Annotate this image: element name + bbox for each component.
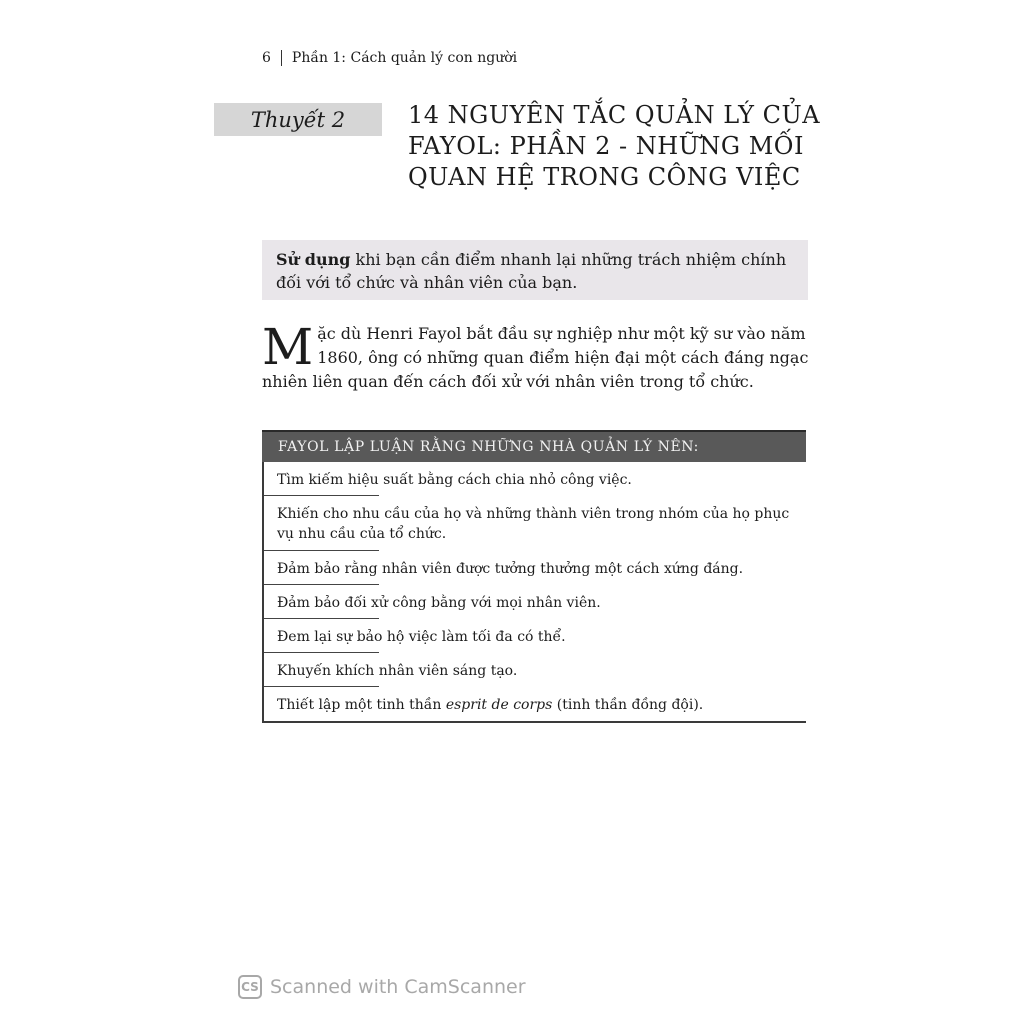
intro-text: ặc dù Henri Fayol bắt đầu sự nghiệp như một kỹ sư vào năm 1860, ông có những quan điểm hiện đại một cách đáng ngạc nhiên liên quan đến cách đối xử với nhân viên trong tổ chức. — [262, 324, 809, 391]
camscanner-watermark — [238, 975, 526, 999]
principles-box — [262, 430, 806, 720]
list-item: Đảm bảo đối xử công bằng với mọi nhân viên. — [264, 585, 806, 619]
drop-cap: M — [262, 318, 314, 376]
section-title: Phần 1: Cách quản lý con người — [291, 50, 518, 66]
usage-callout — [262, 240, 808, 300]
principles-list — [262, 462, 806, 723]
watermark-text: Scanned with CamScanner — [270, 976, 526, 998]
item-text: (tinh thần đồng đội). — [552, 697, 704, 713]
item-italic-term: esprit de corps — [445, 697, 553, 713]
running-header — [262, 50, 517, 66]
item-text: Thiết lập một tinh thần — [277, 697, 446, 713]
page-number: 6 — [262, 50, 271, 66]
principles-heading: FAYOL LẬP LUẬN RẰNG NHỮNG NHÀ QUẢN LÝ NÊN: — [262, 430, 806, 462]
title-line: FAYOL: PHẦN 2 - NHỮNG MỐI — [408, 132, 804, 160]
list-item — [264, 687, 806, 721]
list-item: Khuyến khích nhân viên sáng tạo. — [264, 653, 806, 687]
chapter-title — [408, 100, 821, 193]
list-item: Khiến cho nhu cầu của họ và những thành viên trong nhóm của họ phục vụ nhu cầu của tổ chức. — [264, 496, 806, 551]
theory-tag: Thuyết 2 — [214, 103, 382, 136]
header-divider — [281, 50, 282, 66]
usage-text: khi bạn cần điểm nhanh lại những trách nhiệm chính đối với tổ chức và nhân viên của bạn. — [276, 250, 787, 292]
list-item: Đảm bảo rằng nhân viên được tưởng thưởng một cách xứng đáng. — [264, 551, 806, 585]
title-line: QUAN HỆ TRONG CÔNG VIỆC — [408, 163, 801, 191]
usage-label: Sử dụng — [276, 250, 351, 269]
list-item: Tìm kiếm hiệu suất bằng cách chia nhỏ công việc. — [264, 462, 806, 496]
list-item: Đem lại sự bảo hộ việc làm tối đa có thể. — [264, 619, 806, 653]
camscanner-icon: CS — [238, 975, 262, 999]
intro-paragraph — [262, 318, 812, 394]
title-line: 14 NGUYÊN TẮC QUẢN LÝ CỦA — [408, 101, 821, 129]
